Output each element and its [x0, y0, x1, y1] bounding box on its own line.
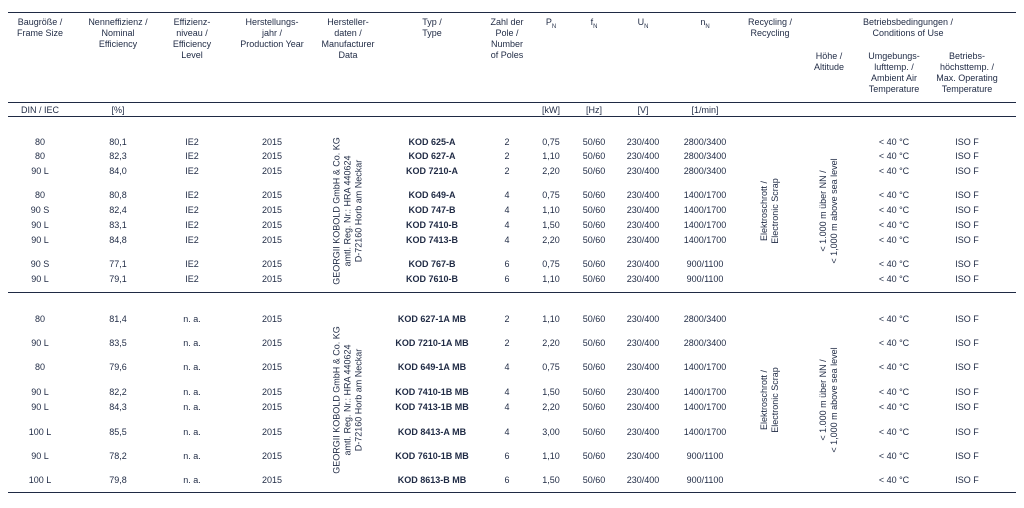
cell-nn: 900/1100	[686, 259, 724, 269]
cell-type: KOD 627-A	[408, 151, 456, 161]
cell-poles: 2	[504, 151, 510, 161]
cell-fn: 50/60	[582, 166, 606, 176]
cell-type: KOD 8613-B MB	[397, 475, 467, 485]
recycling-info: Elektroschrott / Electronic Scrap	[759, 366, 780, 433]
cell-ambient-temp: < 40 °C	[878, 314, 910, 324]
cell-production-year: 2015	[261, 338, 283, 348]
cell-un: 230/400	[626, 166, 660, 176]
cell-un: 230/400	[626, 259, 660, 269]
cell-nn: 1400/1700	[683, 427, 727, 437]
header-poles-line: Number	[490, 39, 524, 49]
cell-ambient-temp: < 40 °C	[878, 427, 910, 437]
group-separator-rule	[8, 292, 1016, 293]
header-nn: $n_N$	[700, 17, 710, 30]
cell-efficiency-level: n. a.	[183, 314, 201, 324]
cell-frame-size: 90 S	[30, 259, 50, 269]
cell-efficiency: 84,8	[109, 235, 127, 245]
cell-max-temp: ISO F	[955, 274, 979, 284]
cell-ambient-temp: < 40 °C	[878, 205, 910, 215]
cell-poles: 4	[504, 362, 510, 372]
cell-ambient-temp: < 40 °C	[878, 151, 910, 161]
manufacturer-data: GEORGII KOBOLD GmbH & Co. KG amtl. Reg. Nr.: HRA 440624 D-72160 Horb am Neckar	[331, 136, 364, 285]
cell-efficiency-level: IE2	[185, 220, 199, 230]
header-poles-line: Pole /	[495, 28, 519, 38]
cell-production-year: 2015	[261, 475, 283, 485]
recycling-info: Elektroschrott / Electronic Scrap	[759, 177, 780, 244]
cell-ambient-temp: < 40 °C	[878, 166, 910, 176]
cell-poles: 2	[504, 166, 510, 176]
cell-pn: 0,75	[542, 259, 560, 269]
cell-production-year: 2015	[261, 235, 283, 245]
cell-fn: 50/60	[582, 259, 606, 269]
cell-frame-size: 90 L	[31, 166, 49, 176]
cell-efficiency: 79,6	[109, 362, 127, 372]
cell-production-year: 2015	[261, 314, 283, 324]
header-type-line: Typ /	[422, 17, 442, 27]
cell-un: 230/400	[626, 274, 660, 284]
cell-max-temp: ISO F	[955, 137, 979, 147]
cell-ambient-temp: < 40 °C	[878, 220, 910, 230]
cell-max-temp: ISO F	[955, 220, 979, 230]
header-frame-size-line: Baugröße /	[17, 17, 63, 27]
cell-fn: 50/60	[582, 427, 606, 437]
cell-fn: 50/60	[582, 235, 606, 245]
header-un: $U_N$	[637, 17, 649, 30]
header-ambient-temp-line: Umgebungs-	[868, 51, 920, 61]
altitude-info: < 1.000 m über NN / < 1,000 m above sea level	[818, 346, 839, 453]
cell-frame-size: 90 L	[31, 451, 49, 461]
header-fn: $f_N$	[590, 17, 598, 30]
cell-nn: 1400/1700	[683, 220, 727, 230]
cell-production-year: 2015	[261, 387, 283, 397]
cell-un: 230/400	[626, 151, 660, 161]
header-production-year-line: Production Year	[240, 39, 304, 49]
cell-un: 230/400	[626, 387, 660, 397]
cell-efficiency-level: IE2	[185, 151, 199, 161]
cell-fn: 50/60	[582, 475, 606, 485]
cell-pn: 1,50	[542, 387, 560, 397]
cell-efficiency: 78,2	[109, 451, 127, 461]
cell-efficiency-level: n. a.	[183, 427, 201, 437]
cell-frame-size: 80	[34, 362, 46, 372]
header-max-temp-line: Betriebs-	[948, 51, 986, 61]
header-manufacturer-line: Hersteller-	[327, 17, 369, 27]
cell-production-year: 2015	[261, 166, 283, 176]
cell-nn: 2800/3400	[683, 314, 727, 324]
cell-efficiency-level: IE2	[185, 166, 199, 176]
cell-efficiency-level: n. a.	[183, 387, 201, 397]
cell-type: KOD 8413-A MB	[397, 427, 467, 437]
cell-type: KOD 7610-1B MB	[395, 451, 469, 461]
cell-production-year: 2015	[261, 402, 283, 412]
cell-type: KOD 7413-B	[405, 235, 459, 245]
cell-type: KOD 649-1A MB	[397, 362, 467, 372]
header-efficiency-line: Nenneffizienz /	[88, 17, 148, 27]
cell-fn: 50/60	[582, 338, 606, 348]
header-manufacturer-line: daten /	[334, 28, 362, 38]
cell-max-temp: ISO F	[955, 190, 979, 200]
cell-pn: 2,20	[542, 235, 560, 245]
cell-efficiency: 82,2	[109, 387, 127, 397]
cell-max-temp: ISO F	[955, 235, 979, 245]
cell-max-temp: ISO F	[955, 259, 979, 269]
header-efficiency-line: Nominal	[101, 28, 135, 38]
header-production-year-line: jahr /	[261, 28, 283, 38]
cell-max-temp: ISO F	[955, 387, 979, 397]
cell-efficiency: 80,8	[109, 190, 127, 200]
cell-max-temp: ISO F	[955, 166, 979, 176]
cell-production-year: 2015	[261, 451, 283, 461]
cell-nn: 2800/3400	[683, 338, 727, 348]
cell-poles: 4	[504, 402, 510, 412]
cell-pn: 1,10	[542, 451, 560, 461]
header-efficiency-level-line: Effizienz-	[173, 17, 211, 27]
header-efficiency-level-line: Efficiency	[172, 39, 212, 49]
units-rule	[8, 116, 1016, 117]
cell-frame-size: 90 L	[31, 387, 49, 397]
cell-max-temp: ISO F	[955, 475, 979, 485]
cell-un: 230/400	[626, 475, 660, 485]
cell-pn: 0,75	[542, 190, 560, 200]
cell-poles: 2	[504, 137, 510, 147]
cell-max-temp: ISO F	[955, 151, 979, 161]
cell-fn: 50/60	[582, 314, 606, 324]
header-recycling-line: Recycling	[750, 28, 790, 38]
unit-efficiency: [%]	[111, 105, 125, 115]
unit-frame: DIN / IEC	[20, 105, 60, 115]
cell-nn: 2800/3400	[683, 137, 727, 147]
cell-type: KOD 7410-1B MB	[395, 387, 469, 397]
cell-efficiency: 81,4	[109, 314, 127, 324]
cell-nn: 900/1100	[686, 451, 724, 461]
cell-nn: 2800/3400	[683, 166, 727, 176]
cell-frame-size: 100 L	[28, 427, 52, 437]
cell-fn: 50/60	[582, 362, 606, 372]
top-rule	[8, 12, 1016, 13]
cell-poles: 6	[504, 259, 510, 269]
cell-pn: 1,50	[542, 220, 560, 230]
header-altitude-line: Altitude	[813, 62, 845, 72]
cell-poles: 4	[504, 220, 510, 230]
cell-type: KOD 625-A	[408, 137, 456, 147]
cell-nn: 1400/1700	[683, 235, 727, 245]
cell-nn: 1400/1700	[683, 190, 727, 200]
cell-production-year: 2015	[261, 427, 283, 437]
cell-nn: 2800/3400	[683, 151, 727, 161]
cell-ambient-temp: < 40 °C	[878, 362, 910, 372]
cell-poles: 4	[504, 427, 510, 437]
header-max-temp-line: Max. Operating	[936, 73, 998, 83]
header-ambient-temp-line: Temperature	[868, 84, 920, 94]
cell-type: KOD 7413-1B MB	[395, 402, 469, 412]
header-efficiency-level-line: Level	[181, 50, 203, 60]
cell-fn: 50/60	[582, 137, 606, 147]
cell-nn: 1400/1700	[683, 402, 727, 412]
manufacturer-data: GEORGII KOBOLD GmbH & Co. KG amtl. Reg. Nr.: HRA 440624 D-72160 Horb am Neckar	[331, 325, 364, 474]
header-frame-size-line: Frame Size	[16, 28, 64, 38]
cell-efficiency-level: n. a.	[183, 475, 201, 485]
cell-pn: 2,20	[542, 338, 560, 348]
cell-fn: 50/60	[582, 151, 606, 161]
header-production-year-line: Herstellungs-	[245, 17, 299, 27]
cell-type: KOD 7210-1A MB	[395, 338, 469, 348]
header-pn: $P_N$	[545, 17, 557, 30]
cell-ambient-temp: < 40 °C	[878, 338, 910, 348]
cell-nn: 1400/1700	[683, 205, 727, 215]
cell-max-temp: ISO F	[955, 314, 979, 324]
cell-nn: 1400/1700	[683, 362, 727, 372]
cell-production-year: 2015	[261, 137, 283, 147]
header-conditions-line: Betriebsbedingungen /	[862, 17, 954, 27]
header-recycling-line: Recycling /	[747, 17, 793, 27]
header-manufacturer-line: Manufacturer	[321, 39, 375, 49]
cell-ambient-temp: < 40 °C	[878, 475, 910, 485]
cell-type: KOD 747-B	[408, 205, 456, 215]
cell-production-year: 2015	[261, 220, 283, 230]
cell-type: KOD 767-B	[408, 259, 456, 269]
cell-efficiency-level: IE2	[185, 259, 199, 269]
header-rule	[8, 102, 1016, 103]
cell-pn: 0,75	[542, 362, 560, 372]
unit-un: [V]	[637, 105, 649, 115]
cell-production-year: 2015	[261, 274, 283, 284]
cell-efficiency-level: n. a.	[183, 362, 201, 372]
header-ambient-temp-line: lufttemp. /	[874, 62, 914, 72]
header-efficiency-line: Efficiency	[98, 39, 138, 49]
cell-fn: 50/60	[582, 451, 606, 461]
cell-frame-size: 80	[34, 314, 46, 324]
cell-production-year: 2015	[261, 190, 283, 200]
cell-ambient-temp: < 40 °C	[878, 235, 910, 245]
cell-un: 230/400	[626, 205, 660, 215]
cell-ambient-temp: < 40 °C	[878, 259, 910, 269]
cell-poles: 6	[504, 274, 510, 284]
header-conditions-line: Conditions of Use	[872, 28, 944, 38]
cell-efficiency: 83,5	[109, 338, 127, 348]
cell-production-year: 2015	[261, 205, 283, 215]
cell-max-temp: ISO F	[955, 402, 979, 412]
cell-efficiency-level: n. a.	[183, 402, 201, 412]
cell-nn: 900/1100	[686, 274, 724, 284]
cell-max-temp: ISO F	[955, 338, 979, 348]
cell-efficiency: 79,1	[109, 274, 127, 284]
cell-pn: 0,75	[542, 137, 560, 147]
cell-poles: 4	[504, 205, 510, 215]
cell-un: 230/400	[626, 362, 660, 372]
cell-pn: 1,10	[542, 151, 560, 161]
cell-efficiency-level: IE2	[185, 137, 199, 147]
cell-ambient-temp: < 40 °C	[878, 451, 910, 461]
cell-production-year: 2015	[261, 151, 283, 161]
cell-efficiency-level: IE2	[185, 205, 199, 215]
cell-efficiency: 82,4	[109, 205, 127, 215]
cell-pn: 2,20	[542, 166, 560, 176]
cell-un: 230/400	[626, 338, 660, 348]
header-efficiency-level-line: niveau /	[176, 28, 208, 38]
cell-un: 230/400	[626, 427, 660, 437]
cell-fn: 50/60	[582, 190, 606, 200]
header-manufacturer-line: Data	[338, 50, 358, 60]
cell-fn: 50/60	[582, 274, 606, 284]
cell-efficiency-level: IE2	[185, 274, 199, 284]
cell-pn: 1,50	[542, 475, 560, 485]
cell-poles: 4	[504, 235, 510, 245]
header-max-temp-line: Temperature	[941, 84, 993, 94]
cell-frame-size: 80	[34, 137, 46, 147]
header-max-temp-line: höchsttemp. /	[939, 62, 995, 72]
cell-efficiency: 80,1	[109, 137, 127, 147]
cell-type: KOD 7610-B	[405, 274, 459, 284]
cell-pn: 2,20	[542, 402, 560, 412]
cell-nn: 900/1100	[686, 475, 724, 485]
cell-production-year: 2015	[261, 259, 283, 269]
cell-type: KOD 649-A	[408, 190, 456, 200]
cell-frame-size: 90 L	[31, 220, 49, 230]
cell-type: KOD 7410-B	[405, 220, 459, 230]
cell-un: 230/400	[626, 451, 660, 461]
cell-max-temp: ISO F	[955, 362, 979, 372]
header-poles-line: Zahl der	[490, 17, 524, 27]
cell-un: 230/400	[626, 137, 660, 147]
unit-nn: [1/min]	[691, 105, 719, 115]
cell-ambient-temp: < 40 °C	[878, 387, 910, 397]
cell-un: 230/400	[626, 220, 660, 230]
cell-efficiency-level: n. a.	[183, 451, 201, 461]
cell-pn: 1,10	[542, 314, 560, 324]
cell-un: 230/400	[626, 314, 660, 324]
cell-type: KOD 7210-A	[405, 166, 459, 176]
cell-frame-size: 90 L	[31, 235, 49, 245]
cell-production-year: 2015	[261, 362, 283, 372]
cell-fn: 50/60	[582, 402, 606, 412]
cell-max-temp: ISO F	[955, 205, 979, 215]
header-ambient-temp-line: Ambient Air	[870, 73, 918, 83]
cell-frame-size: 90 L	[31, 338, 49, 348]
cell-max-temp: ISO F	[955, 451, 979, 461]
cell-poles: 6	[504, 475, 510, 485]
unit-pn: [kW]	[542, 105, 560, 115]
cell-ambient-temp: < 40 °C	[878, 274, 910, 284]
cell-efficiency: 84,3	[109, 402, 127, 412]
cell-max-temp: ISO F	[955, 427, 979, 437]
cell-frame-size: 90 S	[30, 205, 50, 215]
cell-un: 230/400	[626, 235, 660, 245]
cell-efficiency: 84,0	[109, 166, 127, 176]
cell-poles: 6	[504, 451, 510, 461]
cell-pn: 1,10	[542, 274, 560, 284]
header-poles-line: of Poles	[490, 50, 524, 60]
cell-pn: 1,10	[542, 205, 560, 215]
cell-frame-size: 100 L	[28, 475, 52, 485]
bottom-rule	[8, 492, 1016, 493]
cell-type: KOD 627-1A MB	[397, 314, 467, 324]
cell-frame-size: 90 L	[31, 402, 49, 412]
header-altitude-line: Höhe /	[815, 51, 843, 61]
cell-ambient-temp: < 40 °C	[878, 402, 910, 412]
unit-fn: [Hz]	[585, 105, 603, 115]
cell-efficiency: 79,8	[109, 475, 127, 485]
cell-frame-size: 80	[34, 190, 46, 200]
cell-efficiency-level: n. a.	[183, 338, 201, 348]
cell-pn: 3,00	[542, 427, 560, 437]
cell-poles: 2	[504, 338, 510, 348]
cell-poles: 2	[504, 314, 510, 324]
cell-poles: 4	[504, 387, 510, 397]
cell-efficiency: 85,5	[109, 427, 127, 437]
cell-fn: 50/60	[582, 205, 606, 215]
cell-nn: 1400/1700	[683, 387, 727, 397]
cell-frame-size: 90 L	[31, 274, 49, 284]
header-type-line: Type	[422, 28, 442, 38]
cell-efficiency: 77,1	[109, 259, 127, 269]
cell-efficiency-level: IE2	[185, 190, 199, 200]
altitude-info: < 1.000 m über NN / < 1,000 m above sea level	[818, 157, 839, 264]
cell-poles: 4	[504, 190, 510, 200]
cell-ambient-temp: < 40 °C	[878, 190, 910, 200]
cell-efficiency-level: IE2	[185, 235, 199, 245]
cell-efficiency: 82,3	[109, 151, 127, 161]
cell-un: 230/400	[626, 190, 660, 200]
cell-fn: 50/60	[582, 220, 606, 230]
cell-frame-size: 80	[34, 151, 46, 161]
cell-ambient-temp: < 40 °C	[878, 137, 910, 147]
cell-un: 230/400	[626, 402, 660, 412]
cell-efficiency: 83,1	[109, 220, 127, 230]
cell-fn: 50/60	[582, 387, 606, 397]
